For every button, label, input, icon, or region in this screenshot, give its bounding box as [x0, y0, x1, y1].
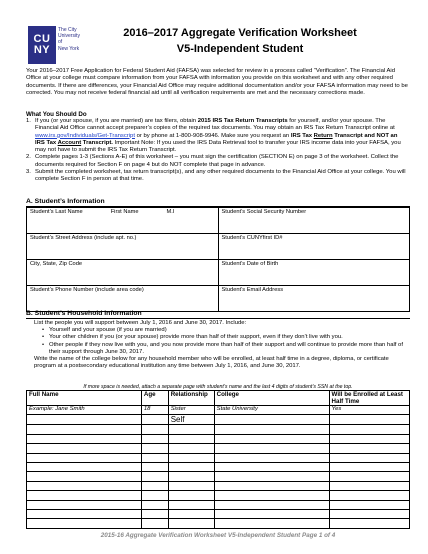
bullet-item: • Your other children if you (or your spouse) provide more than half of their support, even if they don’t live with you.	[42, 334, 410, 341]
college-cell[interactable]	[214, 472, 329, 481]
household-table	[26, 390, 410, 529]
college-cell[interactable]	[214, 509, 329, 518]
name-cell[interactable]	[27, 425, 142, 434]
name-cell[interactable]	[27, 500, 142, 509]
self-relationship-cell: Self	[168, 415, 214, 425]
enrolled-cell[interactable]	[329, 500, 409, 509]
name-cell[interactable]	[27, 434, 142, 443]
college-cell[interactable]	[214, 453, 329, 462]
student-name-field[interactable]	[27, 208, 219, 234]
name-cell[interactable]	[27, 519, 142, 528]
college-cell[interactable]	[214, 500, 329, 509]
age-cell[interactable]	[141, 500, 168, 509]
dob-label: Student’s Date of Birth	[221, 261, 279, 267]
last-name-label: Student’s Last Name	[30, 209, 83, 215]
table-row[interactable]	[27, 434, 410, 443]
page-subtitle: V5-Independent Student	[176, 43, 304, 55]
col-age: Age	[141, 391, 168, 406]
col-college: College	[214, 391, 329, 406]
section-b-body	[34, 320, 410, 370]
college-cell[interactable]	[214, 434, 329, 443]
name-cell[interactable]	[27, 491, 142, 500]
college-cell[interactable]	[214, 425, 329, 434]
college-cell[interactable]	[214, 444, 329, 453]
enrolled-cell[interactable]	[329, 509, 409, 518]
enrolled-cell[interactable]	[329, 462, 409, 471]
college-cell[interactable]	[214, 462, 329, 471]
step-item	[26, 154, 408, 169]
name-cell[interactable]	[27, 444, 142, 453]
section-a-heading: A. Student’s Information	[26, 198, 105, 205]
logo-text-line: of	[58, 39, 63, 46]
step-text: for yourself, and/or your spouse. The Financial Aid Office cannot accept preparer’s copies of the required tax documents. You may obtain an IRS Tax Return Transcript online at	[35, 118, 395, 132]
step-text: or by phone at 1-800-908-9946. Make sure you request an	[134, 132, 291, 139]
bullet-item: • Other people if they now live with you, and you now provide more than half of their support and will continue to provide more than half of their support through June 30, 2017.	[42, 342, 410, 356]
age-cell[interactable]	[141, 444, 168, 453]
table-row[interactable]	[27, 472, 410, 481]
relationship-cell[interactable]	[168, 472, 214, 481]
city-state-zip-label: City, State, Zip Code	[30, 261, 83, 267]
bullet-item: • Yourself and your spouse (if you are married)	[42, 327, 410, 334]
step-number: 2.	[26, 154, 31, 161]
age-cell[interactable]	[141, 415, 168, 425]
step-text: Submit the completed worksheet, tax return transcript(s), and any other required documents to the Financial Aid Office at your college. You will complete Section F in person at that time.	[35, 169, 406, 183]
enrolled-cell[interactable]	[329, 472, 409, 481]
page-footer: 2015-16 Aggregate Verification Worksheet V5-Independent Student Page 1 of 4	[100, 532, 336, 539]
relationship-cell[interactable]	[168, 509, 214, 518]
relationship-cell[interactable]	[168, 491, 214, 500]
cuny-logo	[28, 26, 88, 66]
example-relationship: Sister	[168, 406, 214, 415]
step-bold: Transcript.	[81, 139, 113, 146]
step-item	[26, 118, 408, 154]
example-enrolled: Yes	[329, 406, 409, 415]
table-row[interactable]	[27, 425, 410, 434]
table-row[interactable]	[27, 453, 410, 462]
page-title: 2016–2017 Aggregate Verification Worksheet	[123, 27, 357, 39]
relationship-cell[interactable]	[168, 481, 214, 490]
phone-field[interactable]	[27, 286, 219, 312]
enrolled-cell[interactable]	[329, 453, 409, 462]
enrolled-cell[interactable]	[329, 434, 409, 443]
relationship-cell[interactable]	[168, 434, 214, 443]
first-name-label: First Name	[110, 209, 139, 215]
table-row[interactable]	[27, 462, 410, 471]
logo-text-line: The City	[58, 27, 77, 33]
col-enrolled: Will be Enrolled at Least Half Time	[329, 391, 409, 406]
age-cell[interactable]	[141, 491, 168, 500]
step-bold: 2015 IRS Tax Return Transcripts	[197, 118, 288, 124]
dob-field[interactable]	[218, 260, 410, 286]
logo-mark-line1: CU	[33, 33, 51, 45]
name-cell[interactable]	[27, 481, 142, 490]
phone-label: Student’s Phone Number (include area code)	[30, 287, 144, 293]
table-row[interactable]	[27, 500, 410, 509]
street-address-field[interactable]	[27, 234, 219, 260]
street-address-label: Student’s Street Address (include apt. no.)	[30, 235, 137, 241]
cuny-logo-mark	[28, 26, 56, 64]
table-row[interactable]	[27, 509, 410, 518]
enrolled-cell[interactable]	[329, 491, 409, 500]
student-info-form	[26, 207, 410, 312]
section-b-intro: List the people you will support between July 1, 2016 and June 30, 2017. Include:	[34, 320, 247, 326]
logo-text	[58, 27, 80, 52]
age-cell[interactable]	[141, 453, 168, 462]
college-cell[interactable]	[214, 491, 329, 500]
city-state-zip-field[interactable]	[27, 260, 219, 286]
step-bold: IRS Tax	[290, 132, 314, 139]
step-bold: Transcript and NOT an IRS Tax	[35, 132, 398, 146]
relationship-cell[interactable]	[168, 500, 214, 509]
step-underline: Account	[57, 139, 82, 146]
irs-transcript-link[interactable]: www.irs.gov/Individuals/Get-Transcript	[35, 132, 135, 139]
step-underline: Return	[313, 132, 333, 139]
steps-list	[26, 118, 408, 184]
enrolled-cell[interactable]	[329, 444, 409, 453]
age-cell[interactable]	[141, 519, 168, 528]
name-cell[interactable]	[27, 415, 142, 425]
col-full-name: Full Name	[27, 391, 142, 406]
age-cell[interactable]	[141, 425, 168, 434]
example-row	[27, 406, 410, 415]
example-age: 18	[141, 406, 168, 415]
age-cell[interactable]	[141, 462, 168, 471]
logo-mark-line2: NY	[33, 44, 51, 56]
logo-text-line: University	[58, 33, 80, 40]
name-cell[interactable]	[27, 453, 142, 462]
step-item	[26, 169, 408, 184]
what-you-should-do-heading: What You Should Do	[26, 111, 87, 118]
age-cell[interactable]	[141, 509, 168, 518]
household-bullets	[34, 327, 410, 356]
table-row[interactable]	[27, 519, 410, 528]
table-row[interactable]	[27, 481, 410, 490]
relationship-cell[interactable]	[168, 453, 214, 462]
section-b-divider	[26, 318, 410, 319]
section-b-heading: B. Student’s Household Information	[26, 310, 142, 317]
section-b-instructions: Write the name of the college below for any household member who will be enrolled, at least half time in a degree, diploma, or certificate program at a postsecondary educational institution any time between July 1, 2016, and June 30, 2017.	[34, 356, 389, 370]
logo-text-line: New York	[58, 45, 80, 52]
relationship-cell[interactable]	[168, 462, 214, 471]
college-cell[interactable]	[214, 481, 329, 490]
table-row[interactable]	[27, 415, 410, 425]
college-cell[interactable]	[214, 415, 329, 425]
ssn-field[interactable]	[218, 208, 410, 234]
step-text: Important Note: If you used the IRS Data Retrieval tool to transfer your IRS income data into your FAFSA, you may not have to submit the IRS Tax Return Transcript.	[35, 139, 401, 154]
ssn-label: Student’s Social Security Number	[221, 209, 307, 215]
cunyfirst-id-field[interactable]	[218, 234, 410, 260]
college-cell[interactable]	[214, 519, 329, 528]
enrolled-cell[interactable]	[329, 519, 409, 528]
name-cell[interactable]	[27, 509, 142, 518]
enrolled-cell[interactable]	[329, 481, 409, 490]
relationship-cell[interactable]	[168, 444, 214, 453]
email-field[interactable]	[218, 286, 410, 312]
extra-space-note: If more space is needed, attach a separate page with student’s name and the last 4 digits of student’s SSN at the top.	[83, 384, 353, 390]
step-number: 3.	[26, 169, 31, 176]
intro-paragraph: Your 2016–2017 Free Application for Federal Student Aid (FAFSA) was selected for review in a process called “Verification”. The Financial Aid Office at your college must compare information from your FAFSA with information you provide on this worksheet and with any other required documents. If there are differences, your Financial Aid Office may require additional documentation and/or your FAFSA information may need to be corrected. You may not receive federal financial aid until all verification requirements are met and the necessary corrections made.	[26, 68, 408, 96]
relationship-cell[interactable]	[168, 425, 214, 434]
col-relationship: Relationship	[168, 391, 214, 406]
cunyfirst-id-label: Student’s CUNYfirst ID#	[221, 235, 283, 241]
name-cell[interactable]	[27, 462, 142, 471]
example-college: State University	[214, 406, 329, 415]
enrolled-cell[interactable]	[329, 415, 409, 425]
mi-label: M.I	[166, 209, 175, 215]
table-header-row	[27, 391, 410, 406]
email-label: Student’s Email Address	[221, 287, 284, 293]
step-text: Complete pages 1-3 (Sections A-E) of this worksheet – you must sign the certification (SECTION E) on page 3 of the worksheet. Collect the documents required for Section F on page 4 but do NOT complete that page in advance.	[35, 154, 399, 168]
enrolled-cell[interactable]	[329, 425, 409, 434]
age-cell[interactable]	[141, 481, 168, 490]
name-cell[interactable]	[27, 472, 142, 481]
age-cell[interactable]	[141, 434, 168, 443]
example-name: Example: Jane Smith	[27, 406, 142, 415]
table-row[interactable]	[27, 444, 410, 453]
table-row[interactable]	[27, 491, 410, 500]
relationship-cell[interactable]	[168, 519, 214, 528]
age-cell[interactable]	[141, 472, 168, 481]
step-number: 1.	[26, 118, 31, 124]
step-text: If you (or your spouse, if you are married) are tax filers, obtain	[35, 118, 198, 124]
